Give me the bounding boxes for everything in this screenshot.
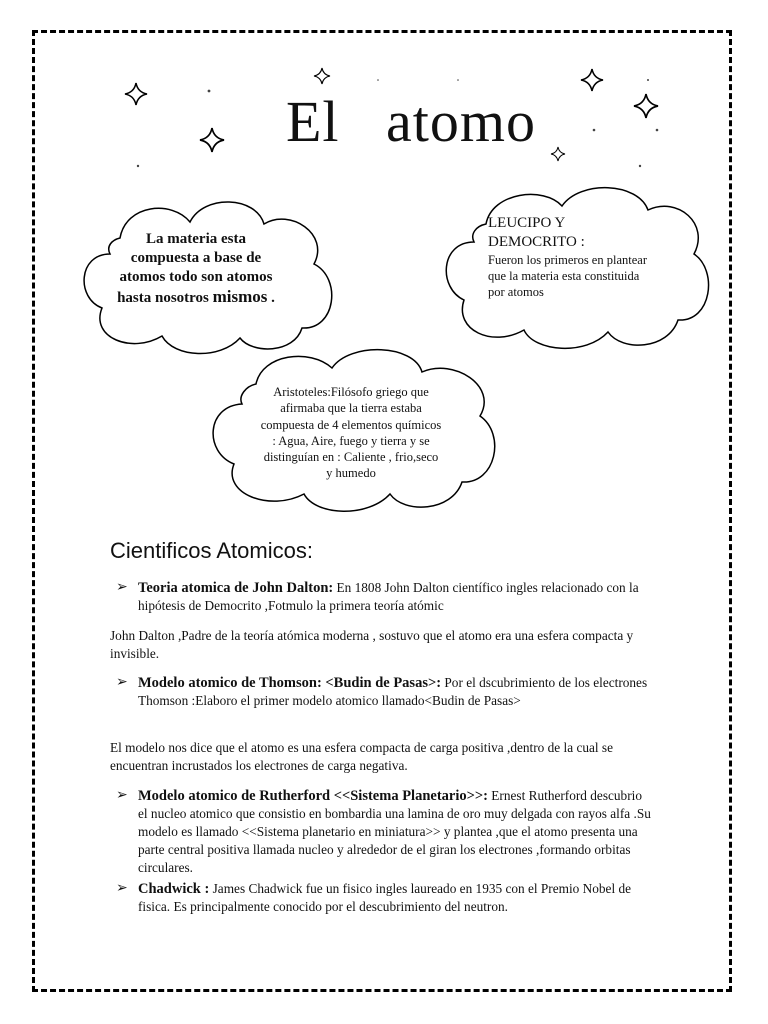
paragraph-dalton: John Dalton ,Padre de la teoría atómica moderna , sostuvo que el atomo era una esfera compacta y invisible. — [110, 628, 634, 661]
cloud-left-text: La materia esta compuesta a base de atomos todo son atomos hasta nosotros mismos . — [117, 231, 275, 306]
paragraph-thomson: El modelo nos dice que el atomo es una esfera compacta de carga positiva ,dentro de la cual se encuentran incrustados los electrones de carga negativa. — [110, 740, 613, 773]
cloud-center-text: Aristoteles:Filósofo griego que afirmaba que la tierra estaba compuesta de 4 elementos químicos : Agua, Aire, fuego y tierra y se distinguían en : Caliente , frio,seco y humedo — [260, 385, 442, 481]
star-icon — [551, 147, 565, 161]
arrow-bullet-icon: ➢ — [116, 580, 128, 595]
star-icon — [200, 128, 224, 152]
star-icon — [125, 83, 147, 105]
page-title: El atomo — [286, 89, 537, 154]
cloud-right-body: Fueron los primeros en plantear que la materia esta constituida por atomos — [488, 253, 647, 299]
section-title: Cientificos Atomicos: — [110, 538, 313, 563]
item-dalton: Teoria atomica de John Dalton: En 1808 John Dalton científico ingles relacionado con la hipótesis de Democrito ,Fotmulo la primera teoría atómic — [138, 580, 639, 613]
arrow-bullet-icon: ➢ — [116, 881, 128, 896]
arrow-bullet-icon: ➢ — [116, 675, 128, 690]
star-icon — [581, 69, 603, 91]
item-thomson: Modelo atomico de Thomson: <Budin de Pasas>: Por el dscubrimiento de los electrones Thomson :Elaboro el primer modelo atomico llamado<Budin de Pasas> — [138, 675, 648, 708]
star-icon — [634, 94, 658, 118]
cloud-right-text — [488, 214, 648, 300]
star-icon — [314, 68, 330, 84]
arrow-bullet-icon: ➢ — [116, 788, 128, 803]
item-rutherford: Modelo atomico de Rutherford <<Sistema Planetario>>: Ernest Rutherford descubrio el nucleo atomico que consistio en bombardia una lamina de oro muy delgada con rayos alfa .Su modelo es llamado <<Sistema planetario en miniatura>> y plantea ,que el atomo presenta una parte central positiva llamada nucleo y alrededor de el giran los electrones ,formando orbitas circulares. — [138, 788, 651, 875]
cloud-right-heading: LEUCIPO Y DEMOCRITO : — [488, 215, 585, 250]
item-chadwick: Chadwick : James Chadwick fue un fisico ingles laureado en 1935 con el Premio Nobel de fisica. Es principalmente conocido por el descubrimiento del neutron. — [138, 881, 632, 914]
